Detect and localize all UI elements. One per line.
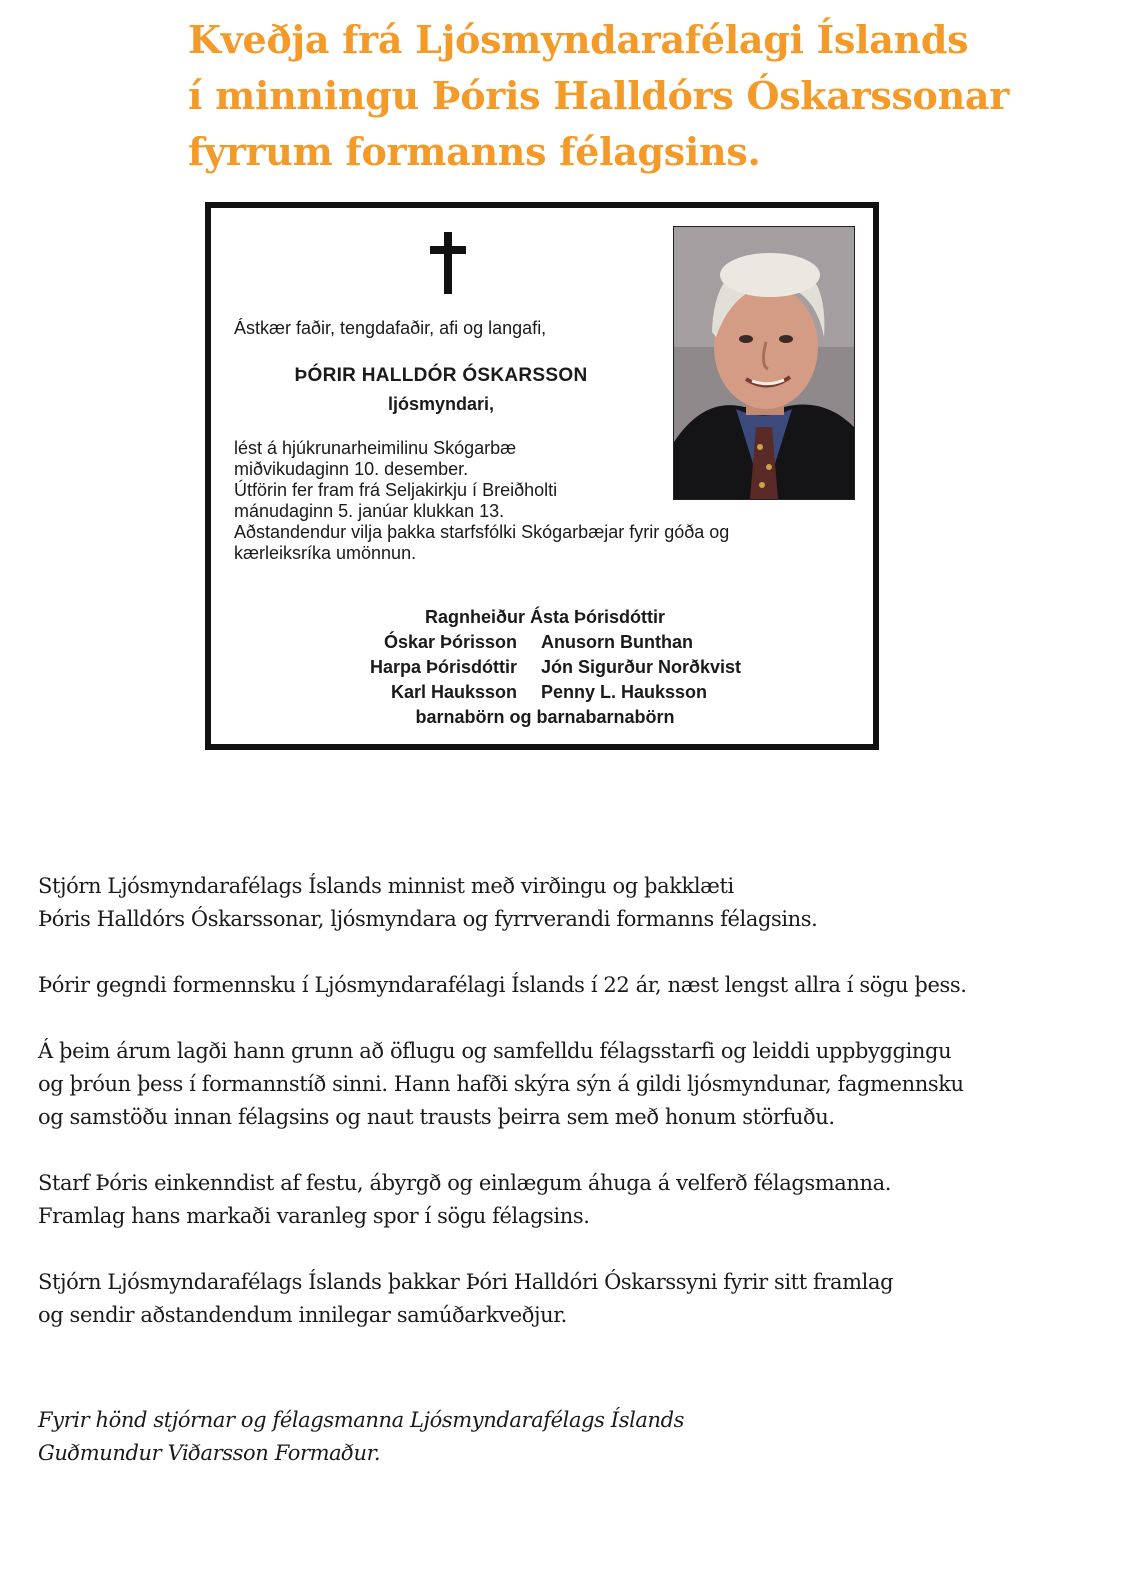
obituary-notice — [205, 202, 879, 750]
tribute-paragraph — [38, 1035, 1098, 1134]
tribute-line: Stjórn Ljósmyndarafélags Íslands þakkar Þóri Halldóri Óskarssyni fyrir sitt framlag — [38, 1270, 894, 1294]
signature-line: Fyrir hönd stjórnar og félagsmanna Ljósmyndarafélags Íslands — [38, 1408, 685, 1432]
notice-line: miðvikudaginn 10. desember. — [234, 459, 469, 479]
notice-line: Útförin fer fram frá Seljakirkju í Breiðholti — [234, 480, 558, 500]
notice-line: Aðstandendur vilja þakka starfsfólki Skógarbæjar fyrir góða og — [234, 522, 730, 542]
cross-icon — [428, 232, 468, 294]
notice-line: lést á hjúkrunarheimilinu Skógarbæ — [234, 438, 517, 458]
tribute-line: Þóris Halldórs Óskarssonar, ljósmyndara og fyrrverandi formanns félagsins. — [38, 907, 818, 931]
family-member: Óskar Þórisson — [383, 632, 517, 652]
family-member: Ragnheiður Ásta Þórisdóttir — [424, 607, 666, 627]
family-member: Penny L. Hauksson — [541, 682, 708, 702]
signature — [38, 1404, 684, 1470]
deceased-profession: ljósmyndari, — [387, 394, 495, 414]
tribute-paragraph — [38, 969, 1098, 1002]
family-member: Karl Hauksson — [390, 682, 517, 702]
tribute-text — [38, 870, 1098, 1365]
notice-intro: Ástkær faðir, tengdafaðir, afi og langafi, — [234, 318, 547, 338]
tribute-line: Á þeim árum lagði hann grunn að öflugu og samfelldu félagsstarfi og leiddi uppbyggingu — [38, 1039, 952, 1063]
tribute-line: Framlag hans markaði varanleg spor í sögu félagsins. — [38, 1204, 590, 1228]
title-line: fyrrum formanns félagsins. — [188, 129, 761, 174]
notice-line: kærleiksríka umönnun. — [234, 543, 417, 563]
family-member: barnabörn og barnabarnabörn — [415, 707, 675, 727]
family-member: Harpa Þórisdóttir — [369, 657, 517, 677]
family-list — [211, 605, 873, 730]
deceased-name: ÞÓRIR HALLDÓR ÓSKARSSON — [294, 365, 588, 386]
tribute-line: Starf Þóris einkenndist af festu, ábyrgð og einlægum áhuga á velferð félagsmanna. — [38, 1171, 892, 1195]
tribute-paragraph — [38, 1266, 1098, 1332]
page-title — [188, 12, 1088, 180]
notice-body — [234, 438, 729, 564]
tribute-paragraph — [38, 870, 1098, 936]
title-line: í minningu Þóris Halldórs Óskarssonar — [188, 73, 1009, 118]
family-member: Anusorn Bunthan — [541, 632, 693, 652]
family-member: Jón Sigurður Norðkvist — [541, 657, 742, 677]
tribute-paragraph — [38, 1167, 1098, 1233]
tribute-line: Stjórn Ljósmyndarafélags Íslands minnist með virðingu og þakklæti — [38, 874, 734, 898]
tribute-line: og samstöðu innan félagsins og naut trausts þeirra sem með honum störfuðu. — [38, 1105, 835, 1129]
tribute-line: og sendir aðstandendum innilegar samúðarkveðjur. — [38, 1303, 567, 1327]
tribute-line: og þróun þess í formannstíð sinni. Hann hafði skýra sýn á gildi ljósmyndunar, fagmennsku — [38, 1072, 964, 1096]
title-line: Kveðja frá Ljósmyndarafélagi Íslands — [188, 17, 969, 62]
signature-name: Guðmundur Viðarsson Formaður. — [38, 1441, 381, 1465]
tribute-line: Þórir gegndi formennsku í Ljósmyndarafélagi Íslands í 22 ár, næst lengst allra í sögu þess. — [38, 973, 967, 997]
notice-line: mánudaginn 5. janúar klukkan 13. — [234, 501, 505, 521]
